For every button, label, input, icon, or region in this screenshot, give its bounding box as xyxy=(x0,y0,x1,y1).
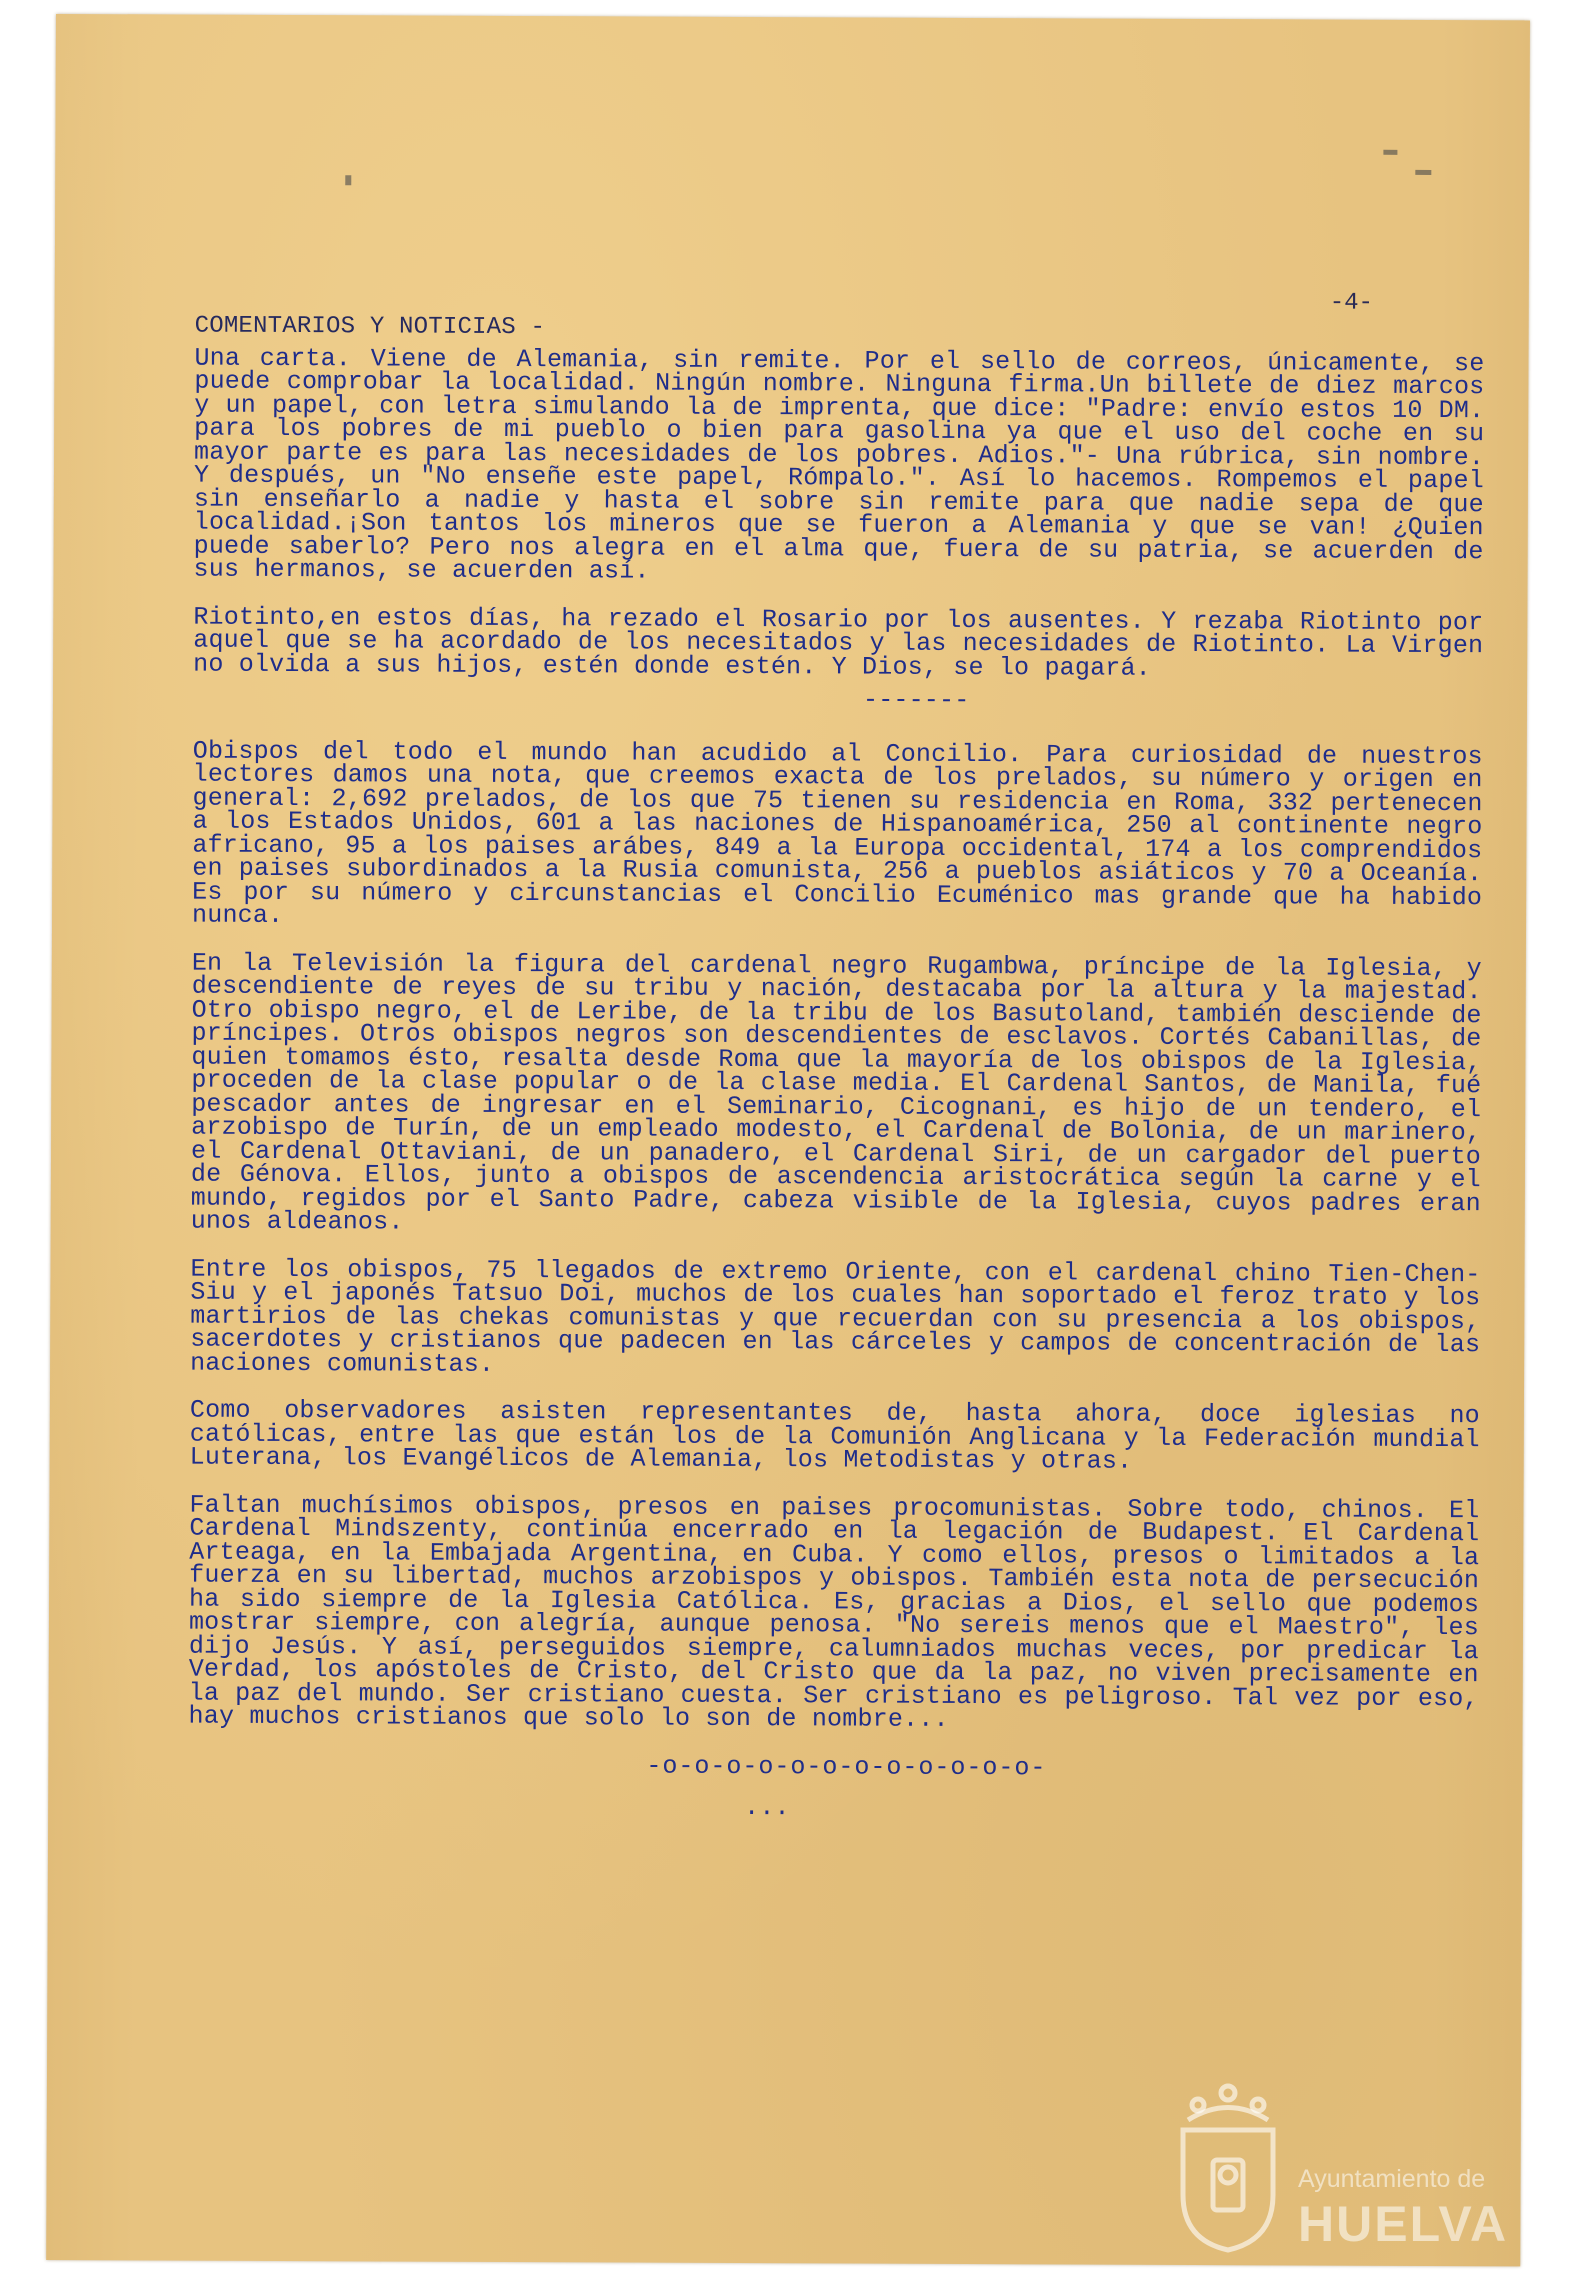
document-sheet xyxy=(46,14,1530,2266)
end-dots: ... xyxy=(744,1793,790,1823)
watermark-line1: Ayuntamiento de xyxy=(1298,2165,1486,2193)
section-separator: ------- xyxy=(862,685,970,715)
paragraph-riotinto: Riotinto,en estos días, ha rezado el Rosario por los ausentes. Y rezaba Riotinto por aquel que se ha acordado de los necesitados y las necesidades de Riotinto. La Virgen no olvida a sus hijos, estén donde estén. Y Dios, se lo pagará. xyxy=(193,602,1484,683)
paragraph-bishops-count: Obispos del todo el mundo han acudido al Concilio. Para curiosidad de nuestros lectores damos una nota, que creemos exacta de los prelados, su número y origen en general: 2,692 prelados, de los que 75 tienen su residencia en Roma, 332 pertenecen a los Estados Unidos, 601 a las naciones de Hispanoamérica, 250 al continente negro africano, 95 a los paises arábes, 849 a la Europa occidental, 174 a los comprendidos en paises subordinados a la Rusia comunista, 256 a pueblos asiáticos y 70 a Oceanía. Es por su número y circunstancias el Concilio Ecuménico mas grande que ha habido nunca. xyxy=(192,736,1483,931)
paragraph-television: En la Televisión la figura del cardenal negro Rugambwa, príncipe de la Iglesia, y descendiente de reyes de su tribu y nación, destacaba por la altura y la majestad. Otro obispo negro, el de Leribe, de la tribu de los Basutoland, también desciende de príncipes. Otros obispos negros son descendientes de esclavos. Cortés Cabanillas, de quien tomamos ésto, resalta desde Roma que la mayoría de los obispos de la Iglesia, proceden de la clase popular o de la clase media. El Cardenal Santos, de Manila, fué pescador antes de ingresar en el Seminario, Cicognani, es hijo de un tendero, el arzobispo de Turín, de un empleado modesto, el Cardenal de Bolonia, de un marinero, el Cardenal Ottaviani, de un panadero, el Cardenal Siri, de un cargador del puerto de Génova. Ellos, junto a obispos de ascendencia aristocrática según la carne y el mundo, regidos por el Santo Padre, cabeza visible de la Iglesia, cuyos padres eran unos aldeanos. xyxy=(190,948,1482,1237)
paper-mark xyxy=(1415,170,1431,175)
paper-mark xyxy=(1383,150,1397,155)
page-number: -4- xyxy=(1329,289,1374,317)
paragraph-letter: Una carta. Viene de Alemania, sin remite. Por el sello de correos, únicamente, se puede comprobar la localidad. Ningún nombre. Ninguna firma.Un billete de diez marcos y un papel, con letra simulando la de imprenta, que dice: "Padre: envío estos 10 DM. para los pobres de mi pueblo o bien para gasolina ya que el uso del coche en su mayor parte es para las necesidades de los pobres. Adios."- Una rúbrica, sin nombre. Y después, un "No enseñe este papel, Rómpalo.". Así lo hacemos. Rompemos el papel sin enseñarlo a nadie y hasta el sobre sin remite para que nadie sepa de que localidad.¡Son tantos los mineros que se fueron a Alemania y que se van! ¿Quien puede saberlo? Pero nos alegra en el alma que, fuera de su patria, se acuerden de sus hermanos, se acuerden así. xyxy=(193,343,1485,586)
watermark-line2: HUELVA xyxy=(1298,2196,1509,2252)
paragraph-observers: Como observadores asisten representantes de, hasta ahora, doce iglesias no católicas, entre las que están los de la Comunión Anglicana y la Federación mundial Luterana, los Evangélicos de Alemania, los Metodistas y otras. xyxy=(189,1395,1480,1476)
shield-icon xyxy=(1168,2075,1288,2255)
watermark-seal xyxy=(1158,2075,1509,2265)
end-ornament: -o-o-o-o-o-o-o-o-o-o-o-o- xyxy=(646,1751,1047,1782)
paper-mark xyxy=(345,175,351,185)
section-heading: COMENTARIOS Y NOTICIAS - xyxy=(194,312,546,342)
document-body xyxy=(188,312,1485,1823)
paragraph-far-east: Entre los obispos, 75 llegados de extremo Oriente, con el cardenal chino Tien-Chen-Siu y el japonés Tatsuo Doi, muchos de los cuales han soportado el feroz trato y los martirios de las chekas comunistas y que recuerdan con su presencia a los obispos, sacerdotes y cristianos que padecen en las cárceles y campos de concentración de las naciones comunistas. xyxy=(190,1254,1481,1379)
paragraph-persecution: Faltan muchísimos obispos, presos en paises procomunistas. Sobre todo, chinos. El Cardenal Mindszenty, continúa encerrado en la legación de Budapest. El Cardenal Arteaga, en la Embajada Argentina, en Cuba. Y como ellos, presos o limitados a la fuerza en su libertad, muchos arzobispos y obispos. También esta nota de persecución ha sido siempre de la Iglesia Católica. Es, gracias a Dios, el sello que podemos mostrar siempre, con alegría, aunque penosa. "No sereis menos que el Maestro", les dijo Jesús. Y así, perseguidos siempre, calumniados muchas veces, por predicar la Verdad, los apóstoles de Cristo, del Cristo que da la paz, no viven precisamente en la paz del mundo. Ser cristiano cuesta. Ser cristiano es peligroso. Tal vez por eso, hay muchos cristianos que solo lo son de nombre... xyxy=(188,1490,1480,1734)
